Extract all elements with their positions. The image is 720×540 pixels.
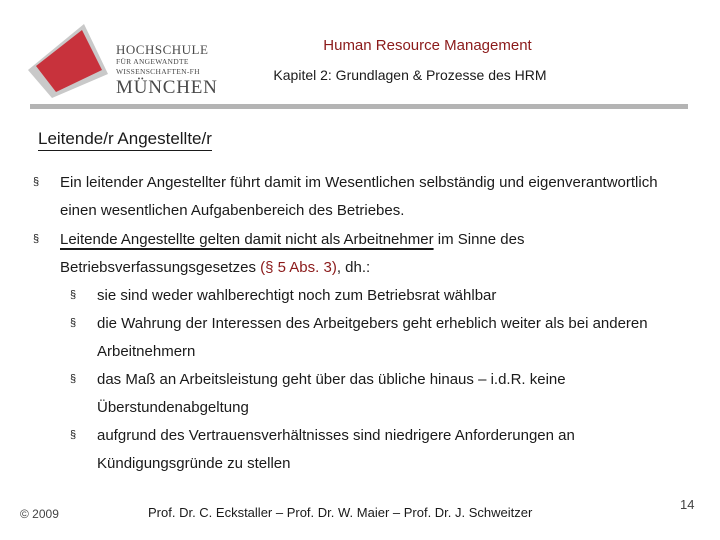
bullet-marker: § <box>33 176 40 188</box>
course-title: Human Resource Management <box>323 37 532 54</box>
sub-bullet-1: sie sind weder wahlberechtigt noch zum Betriebsrat wählbar <box>97 287 497 304</box>
header-divider <box>30 104 688 109</box>
logo-line-3: WISSENSCHAFTEN-FH <box>116 67 200 76</box>
law-reference: (§ 5 Abs. 3) <box>260 259 337 276</box>
sub-bullet-marker: § <box>70 289 77 301</box>
bullet-item-1: Ein leitender Angestellter führt damit im Wesentlichen selbständig und eigenverantwortlich einen wesentlichen Aufgabenbereich des Betriebes. <box>60 174 658 219</box>
sub-bullet-4: aufgrund des Vertrauensverhältnisses sind niedrigere Anforderungen an Kündigungsgründe zu stellen <box>97 427 575 472</box>
bullet-text-part: im Sinne des Betriebsverfassungsgesetzes <box>60 231 525 276</box>
sub-bullet-marker: § <box>70 317 77 329</box>
logo-line-1: HOCHSCHULE <box>116 42 209 57</box>
logo-line-2: FÜR ANGEWANDTE <box>116 57 189 66</box>
authors-footer: Prof. Dr. C. Eckstaller – Prof. Dr. W. Maier – Prof. Dr. J. Schweitzer <box>148 505 533 520</box>
slide-title: Leitende/r Angestellte/r <box>38 129 212 151</box>
bullet-text-part: , dh.: <box>336 259 371 276</box>
underlined-statement: Leitende Angestellte gelten damit nicht als Arbeitnehmer <box>60 231 434 248</box>
sub-bullet-marker: § <box>70 373 77 385</box>
sub-bullet-2: die Wahrung der Interessen des Arbeitgebers geht erheblich weiter als bei anderen Arbeitnehmern <box>97 315 648 360</box>
chapter-subtitle: Kapitel 2: Grundlagen & Prozesse des HRM <box>273 67 547 83</box>
sub-bullet-3: das Maß an Arbeitsleistung geht über das übliche hinaus – i.d.R. keine Überstundenabgeltung <box>97 371 566 416</box>
bullet-marker: § <box>33 233 40 245</box>
copyright-notice: © 2009 <box>20 507 59 521</box>
page-number: 14 <box>680 497 695 512</box>
bullet-item-2 <box>60 226 660 282</box>
university-logo <box>22 20 218 102</box>
logo-line-4: MÜNCHEN <box>116 77 218 98</box>
sub-bullet-marker: § <box>70 429 77 441</box>
